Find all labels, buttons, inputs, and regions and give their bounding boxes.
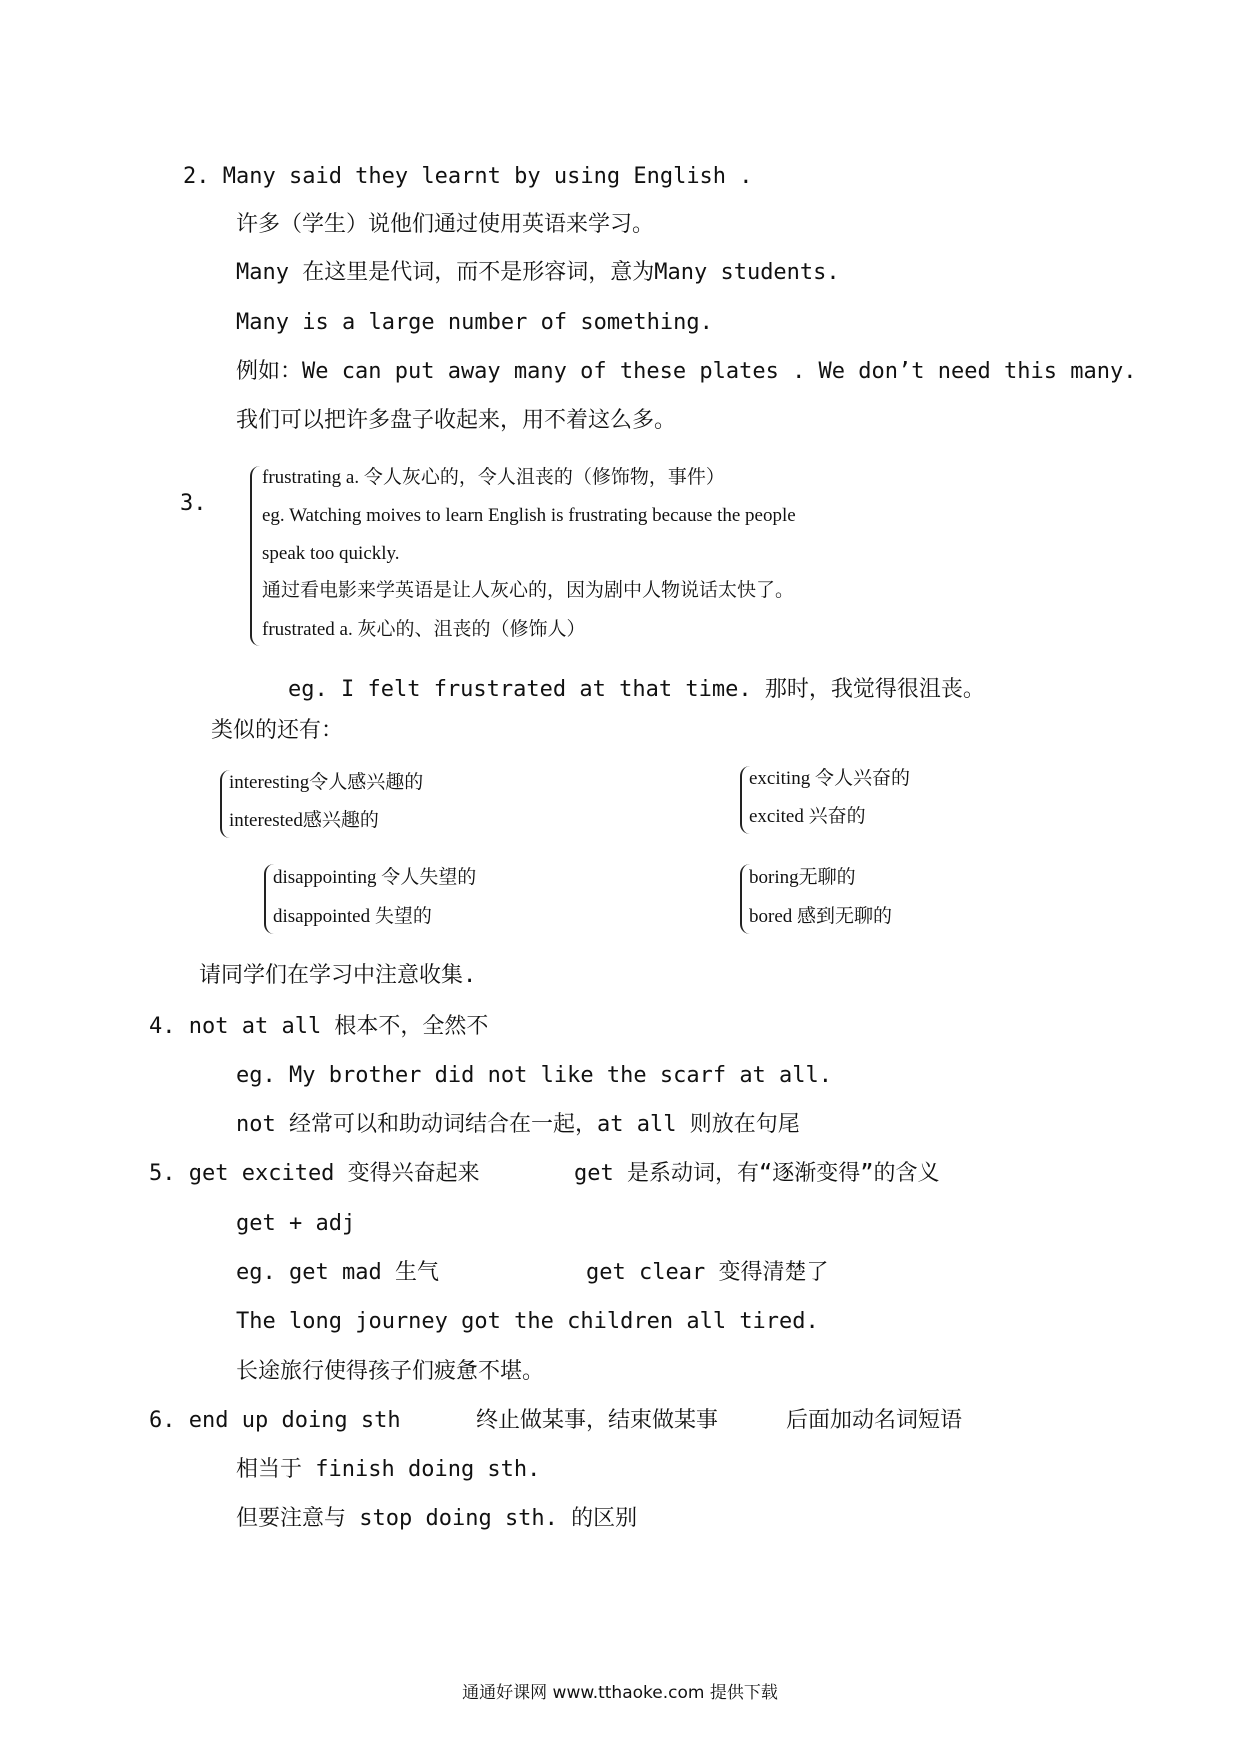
item-4-example: eg. My brother did not like the scarf at all. bbox=[236, 1063, 833, 1088]
item-3-number: 3. bbox=[180, 491, 207, 516]
item-3-note: 请同学们在学习中注意收集. bbox=[199, 963, 477, 988]
item-2-example-translation: 我们可以把许多盘子收起来，用不着这么多。 bbox=[236, 408, 677, 433]
item-2-example: 例如：We can put away many of these plates . We don’t need this many. bbox=[236, 359, 1137, 384]
item-5-title-note: get 是系动词，有“逐渐变得”的含义 bbox=[574, 1161, 940, 1186]
item-2-translation: 许多（学生）说他们通过使用英语来学习。 bbox=[236, 212, 655, 237]
item-5-example-b: get clear 变得清楚了 bbox=[586, 1260, 829, 1285]
item-5-sentence-translation: 长途旅行使得孩子们疲惫不堪。 bbox=[236, 1359, 545, 1384]
item-4-title: 4. not at all 根本不，全然不 bbox=[149, 1014, 489, 1039]
item-3-brace bbox=[250, 466, 260, 646]
item-6-equivalent: 相当于 finish doing sth. bbox=[236, 1457, 541, 1482]
item-3-line-2: eg. Watching moives to learn English is frustrating because the people bbox=[262, 505, 796, 526]
item-5-title: 5. get excited 变得兴奋起来 bbox=[149, 1161, 480, 1186]
item-3-similar-label: 类似的还有： bbox=[211, 718, 344, 743]
item-6-title: 6. end up doing sth bbox=[149, 1408, 401, 1433]
item-3-line-4: 通过看电影来学英语是让人灰心的，因为剧中人物说话太快了。 bbox=[262, 580, 795, 601]
item-6-contrast: 但要注意与 stop doing sth. 的区别 bbox=[236, 1506, 638, 1531]
pair-1-b: interested感兴趣的 bbox=[229, 810, 379, 831]
pair-2-a: exciting 令人兴奋的 bbox=[749, 768, 910, 789]
item-6-note: 后面加动名词短语 bbox=[786, 1408, 963, 1433]
item-6-meaning: 终止做某事，结束做某事 bbox=[476, 1408, 719, 1433]
pair-3-a: disappointing 令人失望的 bbox=[273, 867, 477, 888]
page-footer: 通通好课网 www.tthaoke.com 提供下载 bbox=[462, 1683, 778, 1703]
pair-2-b: excited 兴奋的 bbox=[749, 806, 866, 827]
pair-1-a: interesting令人感兴趣的 bbox=[229, 772, 424, 793]
item-2-explanation: Many 在这里是代词，而不是形容词，意为Many students. bbox=[236, 260, 840, 285]
item-3-line-3: speak too quickly. bbox=[262, 543, 400, 564]
item-5-sentence: The long journey got the children all tired. bbox=[236, 1309, 819, 1334]
pair-4-a: boring无聊的 bbox=[749, 867, 856, 888]
item-5-formula: get + adj bbox=[236, 1211, 356, 1236]
item-5-example-a: eg. get mad 生气 bbox=[236, 1260, 439, 1285]
pair-4-b: bored 感到无聊的 bbox=[749, 906, 893, 927]
item-3-line-5: frustrated a. 灰心的、沮丧的（修饰人） bbox=[262, 619, 586, 640]
item-3-line-1: frustrating a. 令人灰心的，令人沮丧的（修饰物，事件） bbox=[262, 467, 725, 488]
item-4-note: not 经常可以和助动词结合在一起，at all 则放在句尾 bbox=[236, 1112, 800, 1137]
item-2-definition: Many is a large number of something. bbox=[236, 310, 713, 335]
item-3-example: eg. I felt frustrated at that time. 那时，我觉得很沮丧。 bbox=[288, 677, 985, 702]
pair-3-b: disappointed 失望的 bbox=[273, 906, 432, 927]
item-2-title: 2. Many said they learnt by using English . bbox=[183, 164, 753, 189]
